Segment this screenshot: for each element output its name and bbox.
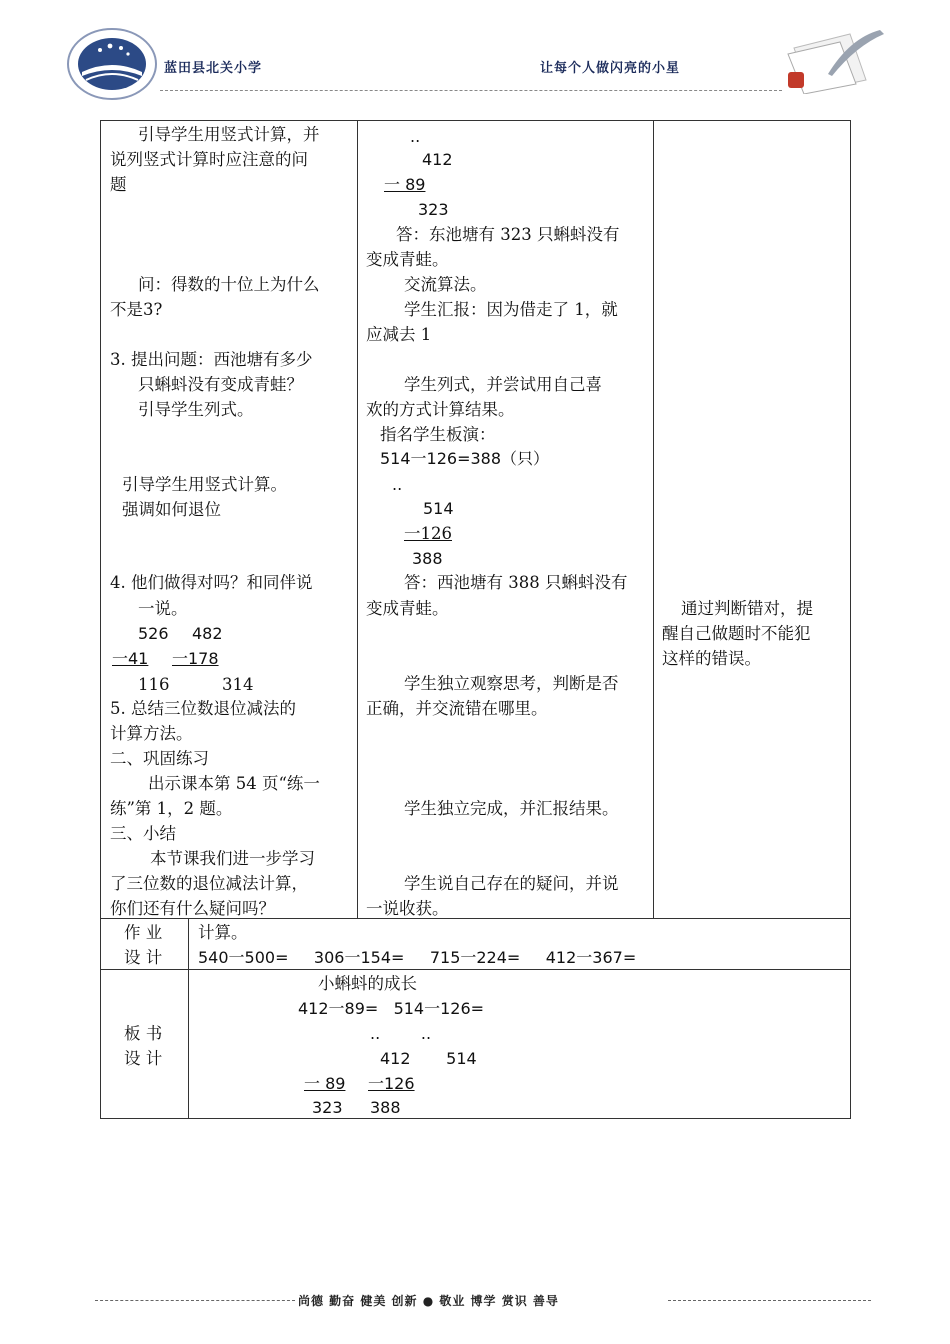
equation: 514一126=388（只） [380,449,550,468]
text-line: 题 [110,175,127,194]
text-line: 答：西池塘有 388 只蝌蚪没有 [404,573,628,592]
borrow-dots: .. [392,475,403,494]
quill-paper-icon [780,28,888,94]
calc-number: 526 [138,624,169,643]
text-line: 出示课本第 54 页“练一 [148,774,320,793]
homework-title: 计算。 [198,923,248,942]
text-line: 只蝌蚪没有变成青蛙？ [138,375,303,394]
text-line: 一说收获。 [366,899,449,918]
calc-subtrahend: 一126 [368,1074,415,1093]
text-line: 5. 总结三位数退位减法的 [110,699,296,718]
row-label: 板 书 [124,1024,163,1043]
text-line: 交流算法。 [404,275,487,294]
text-line: 欢的方式计算结果。 [366,400,515,419]
page-footer [0,1290,950,1314]
school-motto: 让每个人做闪亮的小星 [540,61,681,76]
text-line: 计算方法。 [110,724,193,743]
footer-rule [95,1300,295,1301]
text-line: 变成青蛙。 [366,599,449,618]
text-line: 学生独立完成，并汇报结果。 [404,799,619,818]
calc-subtrahend: 一178 [172,649,219,668]
footer-slogan: 尚德 勤奋 健美 创新 ● 敬业 博学 赏识 善导 [298,1294,559,1308]
calc-subtrahend: 一 89 [304,1074,346,1093]
text-line: 学生汇报：因为借走了 1，就 [404,300,618,319]
text-line: 通过判断错对，提 [681,599,813,618]
calc-result: 323 [312,1098,343,1117]
calc-result: 323 [418,200,449,219]
blackboard-title: 小蝌蚪的成长 [318,974,417,993]
text-line: 这样的错误。 [662,649,761,668]
calc-subtrahend: 一41 [112,649,149,668]
homework-problems: 540一500= 306一154= 715一224= 412一367= [198,948,637,967]
calc-number: 514 [423,499,454,518]
calc-subtrahend: 一126 [404,524,452,543]
text-line: 学生列式，并尝试用自己喜 [404,375,602,394]
footer-rule [668,1300,871,1301]
calc-number: 412 [422,150,453,169]
text-line: 本节课我们进一步学习 [150,849,315,868]
text-line: 学生独立观察思考，判断是否 [404,674,619,693]
header-rule [160,90,782,91]
page-header [0,0,950,110]
text-line: 正确，并交流错在哪里。 [366,699,548,718]
calc-result: 388 [412,549,443,568]
calc-subtrahend: 一 89 [384,175,426,194]
text-line: 引导学生列式。 [138,400,254,419]
school-logo-icon [66,28,158,100]
text-line: 醒自己做题时不能犯 [662,624,811,643]
text-line: 引导学生用竖式计算。 [122,475,287,494]
text-line: 了三位数的退位减法计算， [110,874,308,893]
text-line: 学生说自己存在的疑问，并说 [404,874,619,893]
calc-result: 116 [138,675,170,694]
calc-result: 314 [222,675,254,694]
calc-result: 388 [370,1098,401,1117]
borrow-dots: .. .. [370,1024,432,1043]
text-line: 指名学生板演： [380,425,496,444]
row-label: 作 业 [124,923,163,942]
text-line: 练”第 1，2 题。 [110,799,233,818]
text-line: 应减去 1 [366,325,432,344]
section-heading: 二、巩固练习 [110,749,209,768]
text-line: 不是3? [110,300,163,319]
text-line: 一说。 [138,599,188,618]
text-line: 4. 他们做得对吗？和同伴说 [110,573,313,592]
calc-number: 482 [192,624,223,643]
equation: 412一89= 514一126= [298,999,485,1018]
borrow-dots: .. [410,127,421,146]
school-name: 蓝田县北关小学 [164,61,263,76]
calc-numbers: 412 514 [380,1049,477,1068]
text-line: 强调如何退位 [122,500,221,519]
text-line: 引导学生用竖式计算，并 [138,125,320,144]
text-line: 3. 提出问题：西池塘有多少 [110,350,313,369]
row-label: 设 计 [124,948,163,967]
text-line: 问：得数的十位上为什么 [138,275,320,294]
text-line: 变成青蛙。 [366,250,449,269]
text-line: 说列竖式计算时应注意的问 [110,150,308,169]
text-line: 你们还有什么疑问吗？ [110,899,275,918]
row-label: 设 计 [124,1049,163,1068]
section-heading: 三、小结 [110,824,176,843]
text-line: 答：东池塘有 323 只蝌蚪没有 [396,225,620,244]
